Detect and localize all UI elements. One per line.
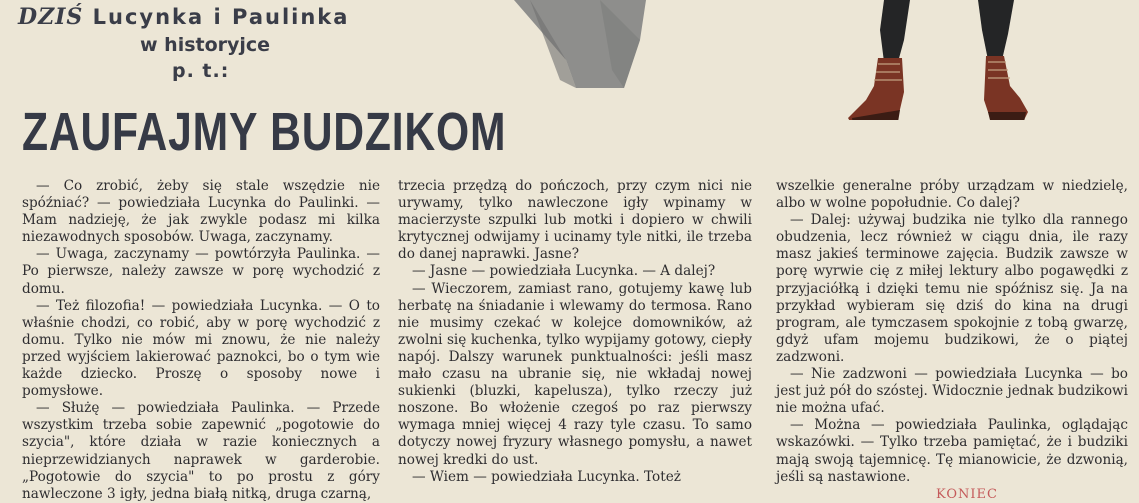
text-column-2 bbox=[398, 178, 752, 486]
paragraph: — Uwaga, zaczynamy — powtórzyła Paulinka. — Po pierwsze, należy zawsze w porę wychodzić z domu. bbox=[22, 246, 380, 297]
paragraph: — Wiem — powiedziała Lucynka. Toteż bbox=[412, 468, 681, 485]
paragraph: — Służę — powiedziała Paulinka. — Przede wszystkim trzeba sobie zapewnić „pogotowie do szycia", które działa w razie koniecznych a nieprzewidzianych naprawek w garderobie. „Pogotowie do szycia" to po prostu z góry nawleczone 3 igły, jedna białą nitką, druga czarną, bbox=[22, 400, 380, 502]
ending-mark: KONIEC bbox=[936, 486, 998, 502]
right-boot-shape bbox=[984, 56, 1028, 120]
left-boot-shape bbox=[848, 58, 904, 120]
paragraph: — Wieczorem, zamiast rano, gotujemy kawę lub herbatę na śniadanie i wlewamy do termosa. Rano nie musimy czekać w kolejce domowników, aż zwolni się kuchenka, tylko wypijamy gotowy, ciepły napój. Dalszy warunek punktualności: jeśli masz mało czasu na ubranie się, nie wkładaj nowej sukienki (bluzki, kapelusza), tylko rzeczy już noszone. Bo włożenie czegoś po raz pierwszy wymaga mniej więcej 4 razy tyle czasu. To samo dotyczy nowej fryzury własnego pomysłu, a nawet nowej kredki do ust. bbox=[398, 280, 752, 468]
header-line-2: w historyjce bbox=[140, 34, 271, 56]
paragraph: — Dalej: używaj budzika nie tylko dla rannego obudzenia, lecz również w ciągu dnia, ile razy masz jakieś terminowe zajęcia. Budzik zawsze w porę wyrwie cię z miłej lektury albo pogawędki z przyjaciółką i dzięki temu nie spóźnisz się. Ja na przykład wybieram się dziś do kina na drugi program, ale tymczasem spokojnie z tobą gwarzę, gdyż ufam mojemu budzikowi, że o piątej zadzwoni. bbox=[776, 212, 1128, 365]
paragraph: — Można — powiedziała Paulinka, oglądając wskazówki. — Tylko trzeba pamiętać, że i budziki mają swoją tajemnicę. Tę mianowicie, że dzwonią, jeśli są nastawione. bbox=[776, 417, 1128, 485]
paragraph: wszelkie generalne próby urządzam w niedzielę, albo w wolne popołudnie. Co dalej? bbox=[776, 178, 1128, 212]
paragraph: — Co zrobić, żeby się stale wszędzie nie spóźniać? — powiedziała Lucynka do Paulinki. — Mam nadzieję, że jak zwykle podasz mi kilka niezawodnych sposobów. Uwaga, zaczynamy. bbox=[22, 178, 380, 246]
header-line-1 bbox=[18, 4, 380, 30]
story-header bbox=[18, 4, 380, 82]
story-title: ZAUFAJMY BUDZIKOM bbox=[22, 102, 507, 162]
text-column-1 bbox=[22, 178, 380, 503]
header-dzis: DZIŚ bbox=[18, 4, 84, 30]
paragraph: — Nie zadzwoni — powiedziała Lucynka — bo jest już pół do szóstej. Widocznie jednak budzikowi nie można ufać. bbox=[776, 366, 1128, 417]
legs-illustration bbox=[500, 0, 1139, 120]
right-leg-shape bbox=[978, 0, 1014, 60]
header-characters: Lucynka i Paulinka bbox=[92, 5, 350, 29]
paragraph: — Też filozofia! — powiedziała Lucynka. — O to właśnie chodzi, co robić, aby w porę wychodzić z domu. Tylko nie mów mi znowu, że nie należy przed wyjściem lakierować paznokci, bo o tym wie każde dziecko. Proszę o sposoby nowe i pomysłowe. bbox=[22, 297, 380, 400]
text-column-3 bbox=[776, 178, 1128, 503]
header-line-3: p. t.: bbox=[172, 60, 230, 82]
left-leg-shape bbox=[880, 0, 910, 62]
paragraph: — Jasne — powiedziała Lucynka. — A dalej? bbox=[412, 263, 716, 280]
paragraph: trzecia przędzą do pończoch, przy czym nici nie urywamy, tylko nawleczone igły wpinamy w macierzyste szpulki lub motki i dopiero w chwili krytycznej odwijamy i ucinamy tyle nitki, ile trzeba do danej naprawki. Jasne? bbox=[398, 178, 752, 263]
